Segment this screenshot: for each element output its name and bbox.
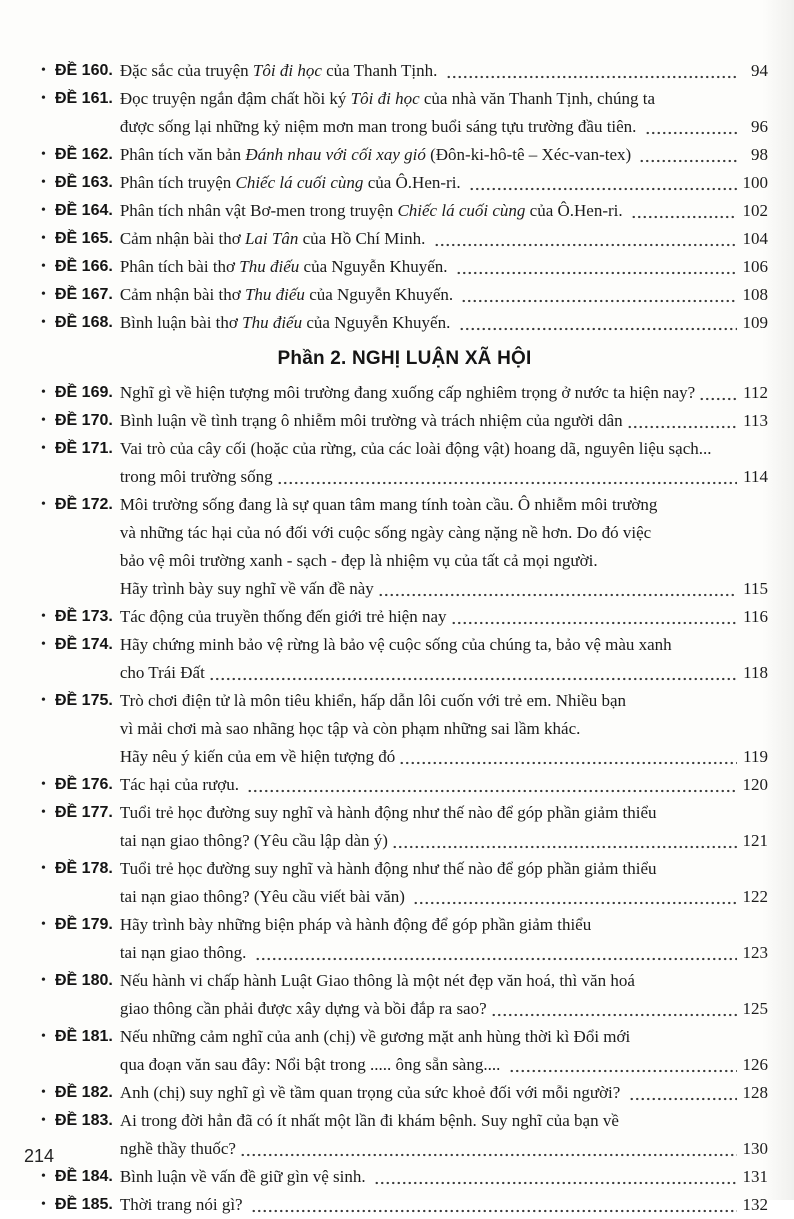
entry-line bbox=[120, 743, 768, 771]
entry-page-number: 125 bbox=[742, 999, 768, 1018]
entry-page-number: 108 bbox=[742, 285, 768, 304]
dot-leader bbox=[251, 1203, 737, 1213]
bullet-icon: • bbox=[41, 441, 46, 456]
entry-body bbox=[120, 771, 768, 799]
toc-entry bbox=[41, 197, 768, 225]
bullet-icon: • bbox=[41, 1197, 46, 1212]
entry-page-number: 126 bbox=[742, 1055, 768, 1074]
entry-body bbox=[120, 225, 768, 253]
entry-page-number: 119 bbox=[743, 747, 768, 766]
dot-leader bbox=[434, 237, 737, 247]
entry-page-number: 118 bbox=[743, 663, 768, 682]
entry-text: Tuổi trẻ học đường suy nghĩ và hành động như thế nào để góp phần giảm thiểu bbox=[119, 859, 657, 878]
page-number-footer: 214 bbox=[24, 1146, 55, 1166]
entry-line bbox=[120, 799, 768, 827]
dot-leader bbox=[629, 1091, 737, 1101]
entry-line bbox=[120, 309, 768, 337]
entry-line bbox=[120, 1023, 768, 1051]
bullet-icon: • bbox=[41, 413, 46, 428]
entry-page-number: 102 bbox=[742, 201, 768, 220]
entry-line bbox=[120, 197, 768, 225]
entry-body bbox=[120, 57, 768, 85]
bullet-icon: • bbox=[41, 175, 46, 190]
entry-line bbox=[120, 463, 768, 491]
dot-leader bbox=[645, 125, 737, 135]
entry-page-number: 96 bbox=[751, 117, 768, 136]
work-title: Tôi đi học bbox=[252, 61, 322, 80]
entry-body bbox=[120, 1163, 768, 1191]
entry-number: ĐỀ 184. bbox=[55, 1168, 113, 1185]
entry-text: của nhà văn Thanh Tịnh, chúng ta bbox=[419, 89, 656, 108]
toc-entry bbox=[41, 855, 768, 911]
entry-line bbox=[120, 911, 768, 939]
entry-page-number: 122 bbox=[742, 887, 768, 906]
toc-entry bbox=[41, 141, 768, 169]
entry-text: tai nạn giao thông. bbox=[119, 943, 251, 962]
entry-number: ĐỀ 178. bbox=[55, 860, 113, 877]
entry-line bbox=[120, 379, 768, 407]
toc-entry bbox=[41, 169, 768, 197]
entry-body bbox=[120, 491, 768, 603]
entry-number: ĐỀ 165. bbox=[55, 230, 113, 247]
bullet-icon: • bbox=[41, 315, 46, 330]
entry-page-number: 121 bbox=[742, 831, 768, 850]
work-title: Thu điếu bbox=[244, 285, 305, 304]
entry-line bbox=[120, 603, 768, 631]
entry-text: qua đoạn văn sau đây: Nổi bật trong ..... ông sẵn sàng.... bbox=[119, 1055, 505, 1074]
toc-entry bbox=[41, 309, 768, 337]
dot-leader bbox=[247, 783, 737, 793]
bullet-icon: • bbox=[41, 63, 46, 78]
entry-text: Cảm nhận bài thơ bbox=[119, 229, 245, 248]
toc-entry bbox=[41, 603, 768, 631]
entry-number: ĐỀ 172. bbox=[55, 496, 113, 513]
bullet-icon: • bbox=[41, 385, 46, 400]
entry-number: ĐỀ 167. bbox=[55, 286, 113, 303]
entry-number: ĐỀ 185. bbox=[55, 1196, 113, 1213]
entry-line bbox=[120, 519, 768, 547]
entry-line bbox=[120, 715, 768, 743]
entry-text: vì mải chơi mà sao nhãng học tập và còn phạm những sai lầm khác. bbox=[119, 719, 581, 738]
bullet-icon: • bbox=[41, 973, 46, 988]
entry-number: ĐỀ 179. bbox=[55, 916, 113, 933]
entry-number: ĐỀ 169. bbox=[55, 384, 113, 401]
work-title: Thu điếu bbox=[239, 257, 300, 276]
bullet-icon: • bbox=[41, 805, 46, 820]
entry-page-number: 113 bbox=[743, 411, 768, 430]
dot-leader bbox=[451, 615, 737, 625]
dot-leader bbox=[413, 895, 737, 905]
entry-body bbox=[120, 911, 768, 967]
entry-page-number: 112 bbox=[743, 383, 768, 402]
dot-leader bbox=[374, 1175, 737, 1185]
entry-line bbox=[120, 547, 768, 575]
entry-text: của Nguyễn Khuyến. bbox=[302, 313, 455, 332]
dot-leader bbox=[631, 209, 737, 219]
entry-text: Bình luận bài thơ bbox=[119, 313, 243, 332]
entry-text: Phân tích truyện bbox=[119, 173, 236, 192]
dot-leader bbox=[446, 69, 737, 79]
entry-text: Tác động của truyền thống đến giới trẻ hiện nay bbox=[119, 607, 447, 626]
entry-text: Phân tích bài thơ bbox=[119, 257, 240, 276]
entry-text: Bình luận về tình trạng ô nhiễm môi trường và trách nhiệm của người dân bbox=[119, 411, 623, 430]
section-heading: Phần 2. NGHỊ LUẬN XÃ HỘI bbox=[277, 348, 532, 369]
entry-body bbox=[120, 407, 768, 435]
entry-text: Hãy nêu ý kiến của em về hiện tượng đó bbox=[119, 747, 396, 766]
entry-line bbox=[120, 967, 768, 995]
entry-text: được sống lại những kỷ niệm mơn man trong buổi sáng tựu trường đầu tiên. bbox=[119, 117, 641, 136]
toc-entry bbox=[41, 687, 768, 771]
bullet-icon: • bbox=[41, 917, 46, 932]
entry-body bbox=[120, 85, 768, 141]
work-title: Chiếc lá cuối cùng bbox=[397, 201, 526, 220]
entry-body bbox=[120, 799, 768, 855]
bullet-icon: • bbox=[41, 91, 46, 106]
entry-body bbox=[120, 687, 768, 771]
dot-leader bbox=[378, 587, 737, 597]
entry-text: Hãy trình bày suy nghĩ về vấn đề này bbox=[119, 579, 374, 598]
toc-entry bbox=[41, 1023, 768, 1079]
entry-number: ĐỀ 164. bbox=[55, 202, 113, 219]
entry-page-number: 115 bbox=[743, 579, 768, 598]
entry-text: Hãy chứng minh bảo vệ rừng là bảo vệ cuộc sống của chúng ta, bảo vệ màu xanh bbox=[119, 635, 672, 654]
bullet-icon: • bbox=[41, 231, 46, 246]
entry-text: của Ô.Hen-ri. bbox=[525, 201, 627, 220]
work-title: Đánh nhau với cối xay gió bbox=[245, 145, 426, 164]
bullet-icon: • bbox=[41, 497, 46, 512]
toc-entry bbox=[41, 799, 768, 855]
bullet-icon: • bbox=[41, 777, 46, 792]
entry-line bbox=[120, 141, 768, 169]
dot-leader bbox=[699, 391, 737, 401]
entry-line bbox=[120, 1107, 768, 1135]
dot-leader bbox=[639, 153, 737, 163]
entry-line bbox=[120, 1051, 768, 1079]
entry-page-number: 98 bbox=[751, 145, 768, 164]
entry-text: của Thanh Tịnh. bbox=[321, 61, 442, 80]
entry-text: Bình luận về vấn đề giữ gìn vệ sinh. bbox=[119, 1167, 370, 1186]
entry-body bbox=[120, 1191, 768, 1219]
entry-body bbox=[120, 141, 768, 169]
bullet-icon: • bbox=[41, 1029, 46, 1044]
entry-number: ĐỀ 168. bbox=[55, 314, 113, 331]
entry-text: Vai trò của cây cối (hoặc của rừng, của các loài động vật) hoang dã, nguyên liệu sạch... bbox=[119, 439, 712, 458]
dot-leader bbox=[459, 321, 737, 331]
entry-page-number: 128 bbox=[742, 1083, 768, 1102]
entry-line bbox=[120, 855, 768, 883]
entry-text: Nếu hành vi chấp hành Luật Giao thông là một nét đẹp văn hoá, thì văn hoá bbox=[119, 971, 635, 990]
toc-entry bbox=[41, 771, 768, 799]
dot-leader bbox=[240, 1147, 737, 1157]
entry-text: Hãy trình bày những biện pháp và hành động để góp phần giảm thiểu bbox=[119, 915, 592, 934]
entry-number: ĐỀ 171. bbox=[55, 440, 113, 457]
entry-text: Môi trường sống đang là sự quan tâm mang tính toàn cầu. Ô nhiễm môi trường bbox=[119, 495, 658, 514]
bullet-icon: • bbox=[41, 1085, 46, 1100]
dot-leader bbox=[461, 293, 737, 303]
entry-page-number: 104 bbox=[742, 229, 768, 248]
entry-text: cho Trái Đất bbox=[119, 663, 205, 682]
entry-line bbox=[120, 85, 768, 113]
toc-entry bbox=[41, 57, 768, 85]
dot-leader bbox=[469, 181, 737, 191]
dot-leader bbox=[277, 475, 737, 485]
toc-entry bbox=[41, 281, 768, 309]
dot-leader bbox=[491, 1007, 737, 1017]
entry-page-number: 100 bbox=[742, 173, 768, 192]
entry-text: Đặc sắc của truyện bbox=[119, 61, 253, 80]
entry-body bbox=[120, 967, 768, 1023]
toc-entry bbox=[41, 1079, 768, 1107]
entry-page-number: 131 bbox=[742, 1167, 768, 1186]
entry-page-number: 132 bbox=[742, 1195, 768, 1214]
work-title: Thu điếu bbox=[242, 313, 303, 332]
entry-number: ĐỀ 181. bbox=[55, 1028, 113, 1045]
work-title: Lai Tân bbox=[244, 229, 299, 248]
entry-line bbox=[120, 1079, 768, 1107]
entry-body bbox=[120, 1107, 768, 1163]
entry-number: ĐỀ 175. bbox=[55, 692, 113, 709]
entry-body bbox=[120, 169, 768, 197]
entry-line bbox=[120, 169, 768, 197]
bullet-icon: • bbox=[41, 1169, 46, 1184]
dot-leader bbox=[392, 839, 737, 849]
entry-body bbox=[120, 603, 768, 631]
toc-entry bbox=[41, 1163, 768, 1191]
bullet-icon: • bbox=[41, 861, 46, 876]
entry-line bbox=[120, 113, 768, 141]
entry-body bbox=[120, 1079, 768, 1107]
entry-page-number: 106 bbox=[742, 257, 768, 276]
entry-body bbox=[120, 379, 768, 407]
dot-leader bbox=[509, 1063, 737, 1073]
entry-line bbox=[120, 407, 768, 435]
bullet-icon: • bbox=[41, 637, 46, 652]
entry-text: Nếu những cảm nghĩ của anh (chị) về gương mặt anh hùng thời kì Đổi mới bbox=[119, 1027, 631, 1046]
entry-text: của Ô.Hen-ri. bbox=[363, 173, 465, 192]
entry-page-number: 120 bbox=[742, 775, 768, 794]
entry-text: Phân tích nhân vật Bơ-men trong truyện bbox=[119, 201, 398, 220]
entry-text: bảo vệ môi trường xanh - sạch - đẹp là nhiệm vụ của tất cả mọi người. bbox=[119, 551, 598, 570]
toc-entry bbox=[41, 631, 768, 687]
entry-line bbox=[120, 491, 768, 519]
toc-entry bbox=[41, 911, 768, 967]
entry-text: của Nguyễn Khuyến. bbox=[299, 257, 452, 276]
entry-text: giao thông cần phải được xây dựng và bồi đắp ra sao? bbox=[119, 999, 487, 1018]
entry-line bbox=[120, 1191, 768, 1219]
entry-line bbox=[120, 575, 768, 603]
entry-line bbox=[120, 883, 768, 911]
toc-entry bbox=[41, 85, 768, 141]
entry-line bbox=[120, 631, 768, 659]
bullet-icon: • bbox=[41, 693, 46, 708]
entry-number: ĐỀ 176. bbox=[55, 776, 113, 793]
entry-line bbox=[120, 253, 768, 281]
entry-line bbox=[120, 939, 768, 967]
toc-entry bbox=[41, 491, 768, 603]
entry-page-number: 94 bbox=[751, 61, 768, 80]
entry-body bbox=[120, 197, 768, 225]
entry-page-number: 114 bbox=[743, 467, 768, 486]
entry-body bbox=[120, 855, 768, 911]
toc-entry bbox=[41, 379, 768, 407]
toc-entry bbox=[41, 253, 768, 281]
entry-page-number: 116 bbox=[743, 607, 768, 626]
entry-body bbox=[120, 435, 768, 491]
toc-entry bbox=[41, 1107, 768, 1163]
entry-number: ĐỀ 183. bbox=[55, 1112, 113, 1129]
entry-line bbox=[120, 827, 768, 855]
entry-line bbox=[120, 1163, 768, 1191]
entry-number: ĐỀ 174. bbox=[55, 636, 113, 653]
entry-line bbox=[120, 225, 768, 253]
entry-text: trong môi trường sống bbox=[119, 467, 273, 486]
dot-leader bbox=[399, 755, 737, 765]
dot-leader bbox=[255, 951, 737, 961]
toc-entry bbox=[41, 435, 768, 491]
entry-text: nghề thầy thuốc? bbox=[119, 1139, 236, 1158]
entry-text: Ai trong đời hẳn đã có ít nhất một lần đi khám bệnh. Suy nghĩ của bạn về bbox=[119, 1111, 619, 1130]
entry-text: Đọc truyện ngắn đậm chất hồi ký bbox=[119, 89, 351, 108]
entry-text: Nghĩ gì về hiện tượng môi trường đang xuống cấp nghiêm trọng ở nước ta hiện nay? bbox=[119, 383, 696, 402]
entry-text: Tác hại của rượu. bbox=[119, 775, 244, 794]
bullet-icon: • bbox=[41, 259, 46, 274]
entry-number: ĐỀ 161. bbox=[55, 90, 113, 107]
entry-page-number: 130 bbox=[742, 1139, 768, 1158]
bullet-icon: • bbox=[41, 1113, 46, 1128]
entry-body bbox=[120, 253, 768, 281]
bullet-icon: • bbox=[41, 147, 46, 162]
entry-line bbox=[120, 687, 768, 715]
entry-text: của Hồ Chí Minh. bbox=[298, 229, 430, 248]
toc-entry bbox=[41, 407, 768, 435]
entry-line bbox=[120, 435, 768, 463]
entry-page-number: 123 bbox=[742, 943, 768, 962]
entry-text: tai nạn giao thông? (Yêu cầu viết bài văn) bbox=[119, 887, 410, 906]
entry-page-number: 109 bbox=[742, 313, 768, 332]
entry-text: tai nạn giao thông? (Yêu cầu lập dàn ý) bbox=[119, 831, 388, 850]
entry-text: (Đôn-ki-hô-tê – Xéc-van-tex) bbox=[425, 145, 636, 164]
entry-line bbox=[120, 771, 768, 799]
entry-body bbox=[120, 631, 768, 687]
entry-text: Trò chơi điện tử là môn tiêu khiển, hấp dẫn lôi cuốn với trẻ em. Nhiều bạn bbox=[119, 691, 627, 710]
entry-number: ĐỀ 177. bbox=[55, 804, 113, 821]
entry-number: ĐỀ 160. bbox=[55, 62, 113, 79]
entry-number: ĐỀ 163. bbox=[55, 174, 113, 191]
entry-number: ĐỀ 180. bbox=[55, 972, 113, 989]
entry-number: ĐỀ 170. bbox=[55, 412, 113, 429]
entry-text: Cảm nhận bài thơ bbox=[119, 285, 245, 304]
entry-line bbox=[120, 57, 768, 85]
entry-number: ĐỀ 166. bbox=[55, 258, 113, 275]
entry-number: ĐỀ 182. bbox=[55, 1084, 113, 1101]
entry-body bbox=[120, 309, 768, 337]
dot-leader bbox=[456, 265, 737, 275]
entry-body bbox=[120, 1023, 768, 1079]
entry-text: của Nguyễn Khuyến. bbox=[304, 285, 458, 304]
entry-text: Tuổi trẻ học đường suy nghĩ và hành động như thế nào để góp phần giảm thiểu bbox=[119, 803, 657, 822]
entry-line bbox=[120, 1135, 768, 1163]
table-of-contents bbox=[41, 57, 768, 1219]
dot-leader bbox=[209, 671, 737, 681]
entry-line bbox=[120, 659, 768, 687]
toc-entry bbox=[41, 225, 768, 253]
bullet-icon: • bbox=[41, 203, 46, 218]
bullet-icon: • bbox=[41, 287, 46, 302]
work-title: Tôi đi học bbox=[350, 89, 420, 108]
entry-line bbox=[120, 281, 768, 309]
entry-text: Anh (chị) suy nghĩ gì về tầm quan trọng của sức khoẻ đối với mỗi người? bbox=[119, 1083, 625, 1102]
entry-number: ĐỀ 173. bbox=[55, 608, 113, 625]
entry-line bbox=[120, 995, 768, 1023]
entry-text: và những tác hại của nó đối với cuộc sống ngày càng nặng nề hơn. Do đó việc bbox=[119, 523, 652, 542]
entry-body bbox=[120, 281, 768, 309]
entry-text: Thời trang nói gì? bbox=[119, 1195, 247, 1214]
toc-entry bbox=[41, 1191, 768, 1219]
toc-entry bbox=[41, 967, 768, 1023]
entry-text: Phân tích văn bản bbox=[119, 145, 246, 164]
work-title: Chiếc lá cuối cùng bbox=[235, 173, 364, 192]
bullet-icon: • bbox=[41, 609, 46, 624]
dot-leader bbox=[627, 419, 737, 429]
entry-number: ĐỀ 162. bbox=[55, 146, 113, 163]
